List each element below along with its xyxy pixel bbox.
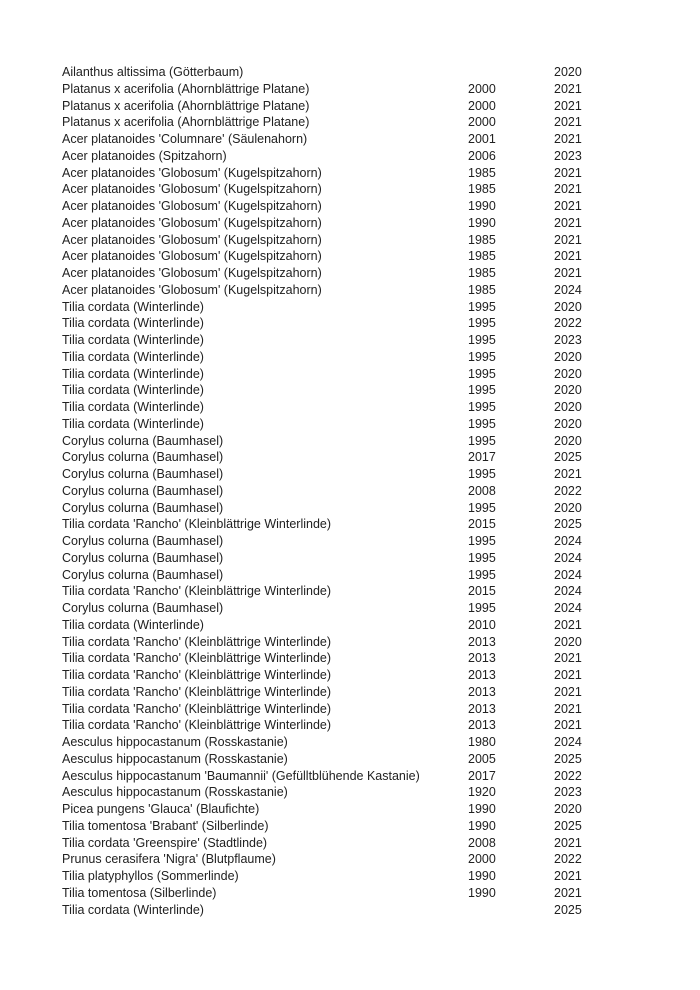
table-row	[62, 650, 700, 667]
species-name: Corylus colurna (Baumhasel)	[62, 550, 224, 565]
year-second: 2023	[554, 785, 582, 800]
year-first: 1990	[468, 802, 496, 816]
species-name: Acer platanoides 'Globosum' (Kugelspitzahorn)	[62, 199, 322, 213]
year-first: 2013	[468, 684, 496, 699]
year-first: 1985	[468, 282, 496, 297]
table-row	[62, 768, 700, 785]
species-name: Prunus cerasifera 'Nigra' (Blutpflaume)	[62, 852, 276, 867]
year-first: 2015	[468, 517, 496, 532]
year-second: 2024	[554, 550, 582, 565]
year-first: 2017	[468, 450, 496, 465]
year-first: 2017	[468, 768, 496, 783]
species-name: Corylus colurna (Baumhasel)	[62, 601, 224, 615]
year-second: 2025	[554, 450, 582, 465]
year-second: 2020	[554, 500, 582, 515]
year-second: 2022	[554, 852, 582, 867]
species-name: Tilia cordata 'Rancho' (Kleinblättrige Winterlinde)	[62, 668, 332, 682]
species-name: Tilia platyphyllos (Sommerlinde)	[62, 869, 239, 883]
table-row	[62, 433, 700, 450]
year-first: 1995	[468, 366, 496, 381]
species-name: Acer platanoides 'Globosum' (Kugelspitzahorn)	[62, 182, 322, 197]
species-name: Platanus x acerifolia (Ahornblättrige Platane)	[62, 98, 310, 113]
table-row	[62, 835, 700, 852]
year-second: 2020	[554, 802, 582, 816]
species-name: Tilia cordata (Winterlinde)	[62, 902, 204, 917]
species-name: Tilia cordata (Winterlinde)	[62, 366, 204, 381]
table-row	[62, 366, 700, 383]
table-row	[62, 617, 700, 634]
species-name: Tilia cordata 'Rancho' (Kleinblättrige Winterlinde)	[62, 634, 332, 649]
species-name: Tilia cordata 'Rancho' (Kleinblättrige Winterlinde)	[62, 651, 332, 666]
year-first: 2013	[468, 634, 496, 649]
species-name: Aesculus hippocastanum (Rosskastanie)	[62, 785, 288, 800]
year-first: 2000	[468, 81, 496, 96]
year-second: 2025	[554, 751, 582, 766]
year-second: 2021	[554, 617, 582, 632]
year-first: 2006	[468, 148, 496, 163]
species-name: Tilia cordata (Winterlinde)	[62, 316, 204, 331]
table-row	[62, 466, 700, 483]
year-first: 1990	[468, 869, 496, 883]
table-row	[62, 165, 700, 182]
table-row	[62, 81, 700, 98]
species-name: Corylus colurna (Baumhasel)	[62, 567, 224, 582]
year-second: 2022	[554, 316, 582, 331]
year-first: 1990	[468, 215, 496, 230]
year-second: 2021	[554, 266, 582, 280]
year-second: 2021	[554, 199, 582, 213]
year-second: 2020	[554, 634, 582, 649]
year-first: 2000	[468, 852, 496, 867]
table-row	[62, 332, 700, 349]
species-name: Acer platanoides 'Globosum' (Kugelspitzahorn)	[62, 165, 322, 180]
species-name: Tilia cordata (Winterlinde)	[62, 617, 204, 632]
species-name: Platanus x acerifolia (Ahornblättrige Platane)	[62, 81, 310, 96]
table-row	[62, 500, 700, 517]
tree-list	[62, 64, 700, 918]
species-name: Corylus colurna (Baumhasel)	[62, 483, 224, 498]
table-row	[62, 483, 700, 500]
species-name: Tilia cordata 'Rancho' (Kleinblättrige Winterlinde)	[62, 584, 332, 599]
table-row	[62, 265, 700, 282]
year-second: 2023	[554, 148, 582, 163]
year-first: 1995	[468, 500, 496, 515]
table-row	[62, 868, 700, 885]
species-name: Tilia cordata 'Greenspire' (Stadtlinde)	[62, 835, 268, 850]
year-first: 1980	[468, 735, 496, 749]
table-row	[62, 131, 700, 148]
table-row	[62, 734, 700, 751]
year-second: 2022	[554, 768, 582, 783]
year-first: 2015	[468, 584, 496, 599]
year-second: 2024	[554, 282, 582, 297]
species-name: Corylus colurna (Baumhasel)	[62, 500, 224, 515]
table-row	[62, 851, 700, 868]
year-second: 2025	[554, 818, 582, 833]
year-second: 2020	[554, 433, 582, 448]
table-row	[62, 198, 700, 215]
species-name: Tilia tomentosa (Silberlinde)	[62, 885, 217, 900]
year-first: 1995	[468, 467, 496, 481]
table-row	[62, 667, 700, 684]
table-row	[62, 416, 700, 433]
table-row	[62, 784, 700, 801]
table-row	[62, 98, 700, 115]
species-name: Tilia cordata (Winterlinde)	[62, 383, 204, 398]
table-row	[62, 801, 700, 818]
species-name: Tilia cordata 'Rancho' (Kleinblättrige Winterlinde)	[62, 684, 332, 699]
year-first: 1995	[468, 316, 496, 331]
year-first: 1985	[468, 249, 496, 264]
table-row	[62, 634, 700, 651]
year-first: 1990	[468, 818, 496, 833]
table-row	[62, 583, 700, 600]
table-row	[62, 215, 700, 232]
year-second: 2021	[554, 668, 582, 682]
species-name: Platanus x acerifolia (Ahornblättrige Platane)	[62, 115, 310, 130]
year-second: 2025	[554, 517, 582, 532]
year-first: 1985	[468, 266, 496, 280]
year-first: 1995	[468, 433, 496, 448]
species-name: Tilia cordata 'Rancho' (Kleinblättrige Winterlinde)	[62, 517, 332, 532]
year-first: 1985	[468, 165, 496, 180]
year-second: 2021	[554, 718, 582, 733]
table-row	[62, 64, 700, 81]
year-second: 2020	[554, 383, 582, 398]
year-first: 1985	[468, 182, 496, 197]
table-row	[62, 114, 700, 131]
year-second: 2022	[554, 483, 582, 498]
table-row	[62, 399, 700, 416]
year-second: 2024	[554, 735, 582, 749]
table-row	[62, 550, 700, 567]
species-name: Tilia cordata (Winterlinde)	[62, 416, 204, 431]
year-first: 1990	[468, 199, 496, 213]
year-second: 2020	[554, 366, 582, 381]
species-name: Acer platanoides 'Globosum' (Kugelspitzahorn)	[62, 249, 322, 264]
year-first: 2008	[468, 483, 496, 498]
year-second: 2021	[554, 869, 582, 883]
year-first: 2000	[468, 98, 496, 113]
species-name: Aesculus hippocastanum 'Baumannii' (Gefülltblühende Kastanie)	[62, 768, 420, 783]
year-first: 1995	[468, 333, 496, 347]
species-name: Acer platanoides 'Globosum' (Kugelspitzahorn)	[62, 266, 322, 280]
year-first: 1985	[468, 232, 496, 247]
year-second: 2021	[554, 98, 582, 113]
year-first: 1995	[468, 299, 496, 314]
year-first: 1995	[468, 601, 496, 615]
year-second: 2021	[554, 684, 582, 699]
year-first: 1995	[468, 567, 496, 582]
year-second: 2020	[554, 65, 582, 79]
species-name: Tilia cordata (Winterlinde)	[62, 349, 204, 364]
table-row	[62, 567, 700, 584]
table-row	[62, 885, 700, 902]
year-first: 1995	[468, 534, 496, 548]
year-first: 2001	[468, 132, 496, 146]
species-name: Tilia cordata 'Rancho' (Kleinblättrige Winterlinde)	[62, 718, 332, 733]
year-first: 2013	[468, 701, 496, 716]
species-name: Picea pungens 'Glauca' (Blaufichte)	[62, 802, 260, 816]
year-first: 1995	[468, 400, 496, 414]
year-first: 2005	[468, 751, 496, 766]
year-second: 2024	[554, 567, 582, 582]
year-second: 2021	[554, 232, 582, 247]
species-name: Corylus colurna (Baumhasel)	[62, 433, 224, 448]
year-first: 1995	[468, 349, 496, 364]
year-first: 1995	[468, 383, 496, 398]
species-name: Tilia tomentosa 'Brabant' (Silberlinde)	[62, 818, 269, 833]
year-second: 2024	[554, 534, 582, 548]
table-row	[62, 449, 700, 466]
year-first: 2010	[468, 617, 496, 632]
table-row	[62, 382, 700, 399]
year-second: 2020	[554, 349, 582, 364]
year-first: 1995	[468, 550, 496, 565]
year-second: 2024	[554, 601, 582, 615]
year-first: 1990	[468, 885, 496, 900]
table-row	[62, 282, 700, 299]
species-name: Acer platanoides 'Columnare' (Säulenahorn)	[62, 132, 308, 146]
table-row	[62, 232, 700, 249]
year-second: 2021	[554, 835, 582, 850]
species-name: Corylus colurna (Baumhasel)	[62, 534, 224, 548]
year-second: 2025	[554, 902, 582, 917]
table-row	[62, 181, 700, 198]
table-row	[62, 349, 700, 366]
species-name: Corylus colurna (Baumhasel)	[62, 467, 224, 481]
species-name: Aesculus hippocastanum (Rosskastanie)	[62, 735, 288, 749]
table-row	[62, 516, 700, 533]
year-second: 2021	[554, 115, 582, 130]
year-second: 2023	[554, 333, 582, 347]
species-name: Tilia cordata 'Rancho' (Kleinblättrige Winterlinde)	[62, 701, 332, 716]
table-row	[62, 902, 700, 919]
year-second: 2021	[554, 701, 582, 716]
species-name: Tilia cordata (Winterlinde)	[62, 400, 204, 414]
species-name: Acer platanoides (Spitzahorn)	[62, 148, 227, 163]
table-row	[62, 701, 700, 718]
year-second: 2021	[554, 467, 582, 481]
year-second: 2021	[554, 651, 582, 666]
year-first: 2013	[468, 651, 496, 666]
species-name: Tilia cordata (Winterlinde)	[62, 333, 204, 347]
year-second: 2020	[554, 299, 582, 314]
year-first: 2008	[468, 835, 496, 850]
table-row	[62, 533, 700, 550]
species-name: Tilia cordata (Winterlinde)	[62, 299, 204, 314]
species-name: Aesculus hippocastanum (Rosskastanie)	[62, 751, 288, 766]
species-name: Acer platanoides 'Globosum' (Kugelspitzahorn)	[62, 215, 322, 230]
year-second: 2020	[554, 400, 582, 414]
species-name: Ailanthus altissima (Götterbaum)	[62, 65, 244, 79]
year-first: 2013	[468, 668, 496, 682]
species-name: Acer platanoides 'Globosum' (Kugelspitzahorn)	[62, 232, 322, 247]
year-first: 2013	[468, 718, 496, 733]
year-second: 2021	[554, 182, 582, 197]
year-second: 2021	[554, 249, 582, 264]
species-name: Acer platanoides 'Globosum' (Kugelspitzahorn)	[62, 282, 322, 297]
year-second: 2021	[554, 885, 582, 900]
table-row	[62, 315, 700, 332]
table-row	[62, 684, 700, 701]
table-row	[62, 148, 700, 165]
year-second: 2020	[554, 416, 582, 431]
year-first: 1920	[468, 785, 496, 800]
species-name: Corylus colurna (Baumhasel)	[62, 450, 224, 465]
year-second: 2021	[554, 165, 582, 180]
table-row	[62, 751, 700, 768]
table-row	[62, 818, 700, 835]
year-second: 2024	[554, 584, 582, 599]
table-row	[62, 248, 700, 265]
year-second: 2021	[554, 132, 582, 146]
year-second: 2021	[554, 215, 582, 230]
year-second: 2021	[554, 81, 582, 96]
year-first: 2000	[468, 115, 496, 130]
year-first: 1995	[468, 416, 496, 431]
table-row	[62, 299, 700, 316]
table-row	[62, 717, 700, 734]
table-row	[62, 600, 700, 617]
